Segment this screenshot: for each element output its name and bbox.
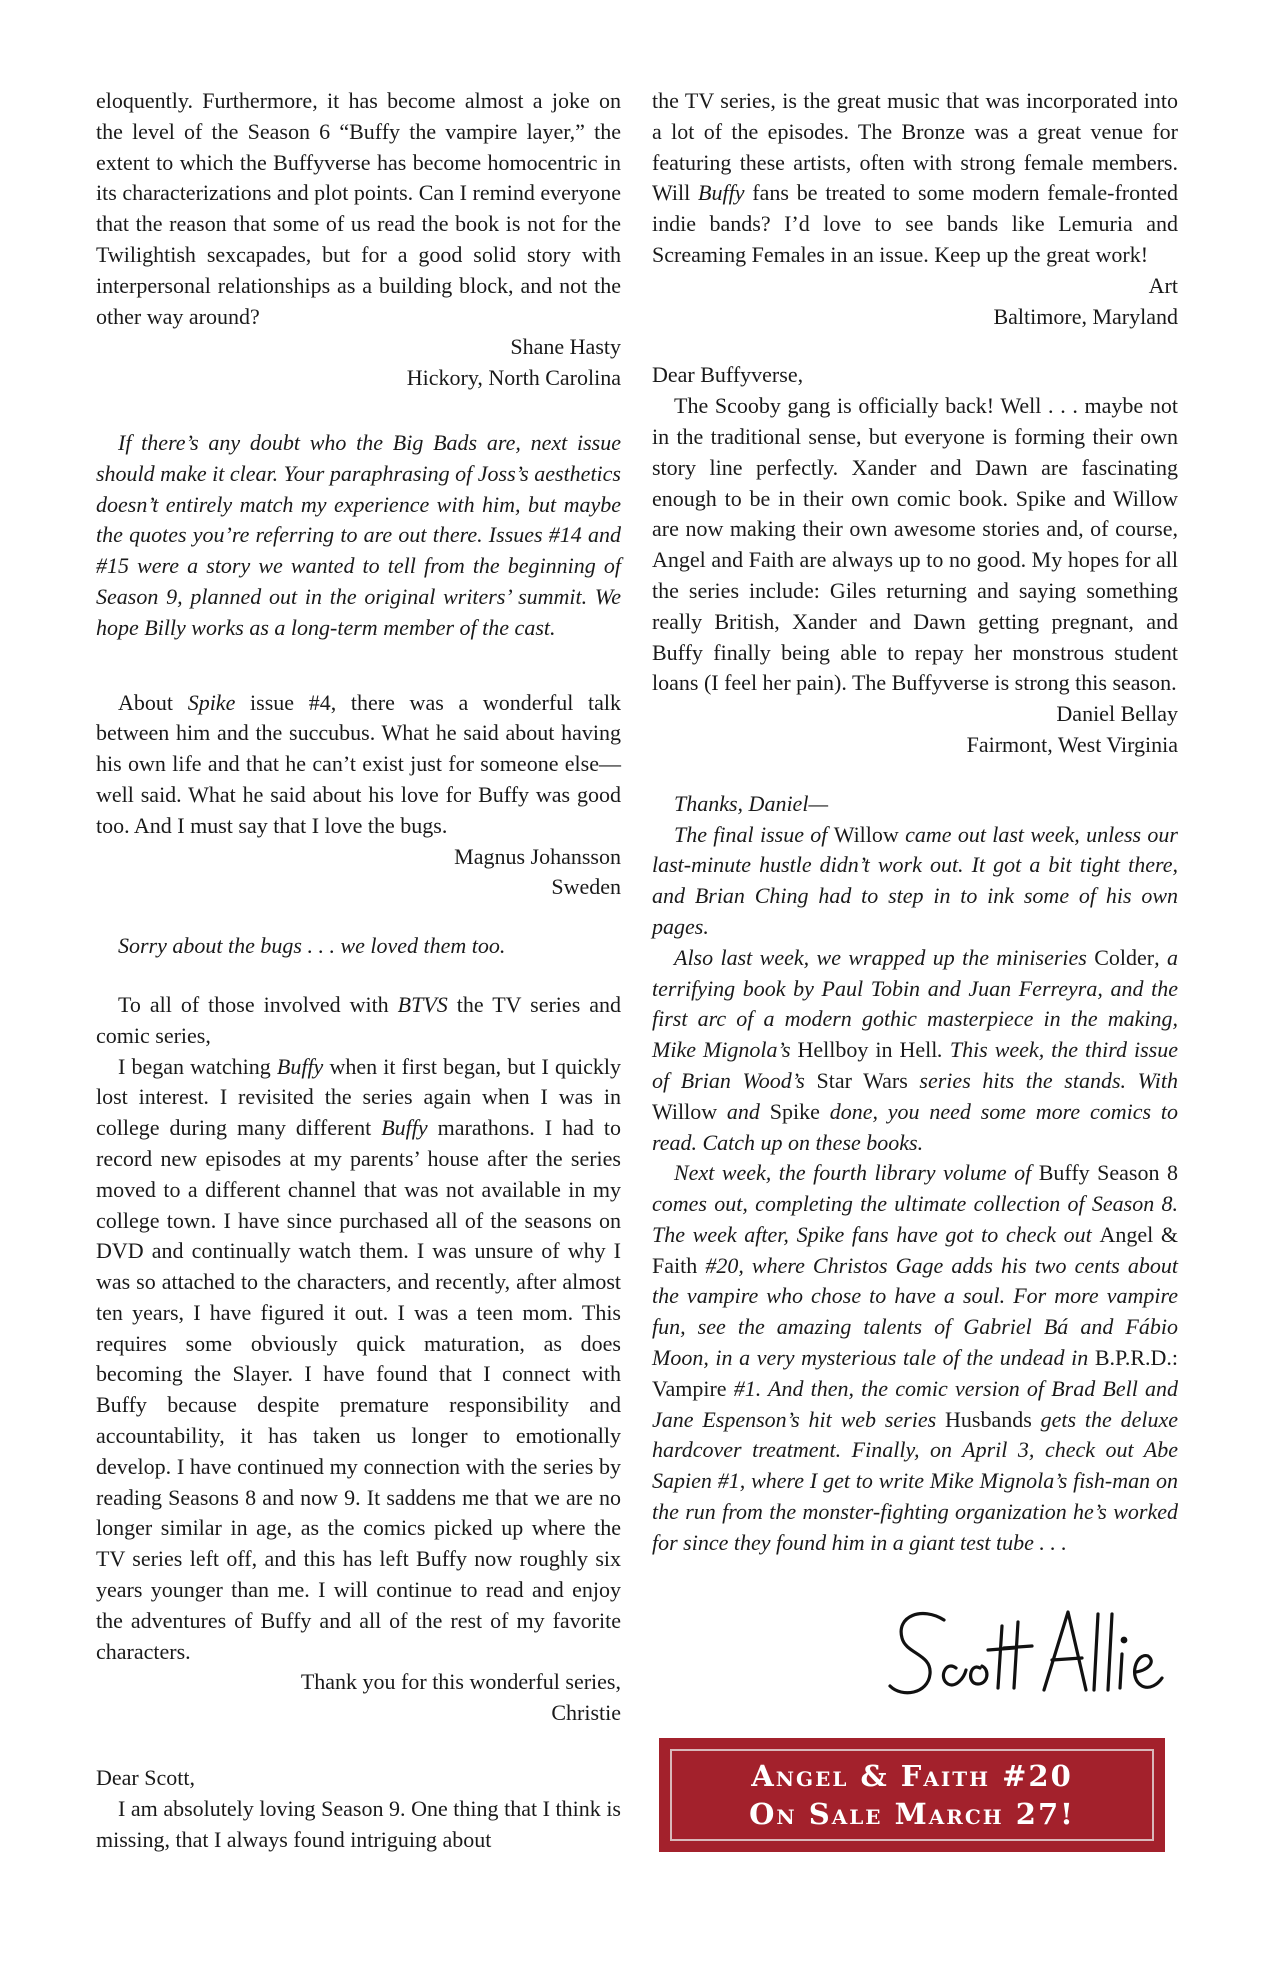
editor-reply: If there’s any doubt who the Big Bads are, next issue should make it clear. Your paraphrasing of Joss’s aesthetics doesn’t entirely match my experience with him, but maybe the quotes you’re referring to are out there. Issues #14 and #15 were a story we wanted to tell from the beginning of Season 9, planned out in the original writers’ summit. We hope Billy works as a long-term member of the cast. (96, 429, 621, 640)
letter-body: The Scooby gang is officially back! Well . . . maybe not in the traditional sense, but everyone is forming their own story line perfectly. Xander and Dawn are fascinating enough to be in their own comic book. Spike and Willow are now making their own awesome stories and, of course, Angel and Faith are always up to no good. My hopes for all the series include: Giles returning and saying something really British, Xander and Dawn getting pregnant, and Buffy finally being able to repay her monstrous student loans (I feel her pain). The Buffyverse is strong this season. (652, 393, 1178, 696)
right-column (652, 86, 1178, 1559)
letter-body: I am absolutely loving Season 9. One thing that I think is missing, that I always found intriguing about (96, 1795, 621, 1852)
editor-signature (886, 1598, 1166, 1708)
letter-body: I began watching Buffy when it first began, but I quickly lost interest. I revisited the series again when I was in college during many different Buffy marathons. I had to record new episodes at my parents’ house after the series moved to a different channel that was not available in my college town. I have since purchased all of the seasons on DVD and continually watch them. I was unsure of why I was so attached to the characters, and recently, after almost ten years, I have figured it out. I was a teen mom. This requires some obviously quick maturation, as does becoming the Slayer. I have found that I connect with Buffy because despite premature responsibility and accountability, it has taken us longer to emotionally develop. I have continued my connection with the series by reading Seasons 8 and now 9. It saddens me that we are no longer similar in age, as the comics picked up where the TV series left off, and this has left Buffy now roughly six years younger than me. I will continue to read and enjoy the adventures of Buffy and all of the rest of my favorite characters. (96, 1053, 621, 1664)
signature-place: Hickory, North Carolina (406, 365, 621, 391)
signature-line: Thank you for this wonderful series, (300, 1669, 621, 1695)
left-column (96, 86, 621, 1855)
letter-body: the TV series, is the great music that was incorporated into a lot of the episodes. The Bronze was a great venue for featuring these artists, often with strong female members. Will Buffy fans be treated to some modern female-fronted indie bands? I’d love to see bands like Lemuria and Screaming Females in an issue. Keep up the great work! (652, 88, 1178, 267)
signature-place: Fairmont, West Virginia (966, 731, 1178, 757)
signature-name: Christie (551, 1700, 621, 1726)
editor-reply: Next week, the fourth library volume of Buffy Season 8 comes out, completing the ultimate collection of Season 8. The week after, Spike fans have got to check out Angel & Faith #20, where Christos Gage adds his two cents about the vampire who chose to have a soul. For more vampire fun, see the amazing talents of Gabriel Bá and Fábio Moon, in a very mysterious tale of the undead in B.P.R.D.: Vampire #1. And then, the comic version of Brad Bell and Jane Espenson’s hit web series Husbands gets the deluxe hardcover treatment. Finally, on April 3, check out Abe Sapien #1, where I get to write Mike Mignola’s fish-man on the run from the monster-fighting organization he’s worked for since they found him in a giant test tube . . . (652, 1160, 1178, 1555)
promo-banner-title: Angel & Faith #20 (751, 1759, 1073, 1793)
letter-body: About Spike issue #4, there was a wonderful talk between him and the succubus. What he said about having his own life and that he can’t exist just for someone else—well said. What he said about his love for Buffy was good too. And I must say that I love the bugs. (96, 689, 621, 838)
signature-name: Magnus Johansson (454, 843, 621, 869)
editor-reply: Sorry about the bugs . . . we loved them too. (118, 933, 506, 959)
promo-banner-frame (670, 1749, 1154, 1841)
signature-name: Art (1148, 272, 1178, 298)
editor-reply: The final issue of Willow came out last week, unless our last-minute hustle didn’t work out. It got a bit tight there, and Brian Ching had to step in to ink some of his own pages. (652, 821, 1178, 939)
letter-salutation: To all of those involved with BTVS the TV series and comic series, (96, 991, 621, 1048)
editor-reply: Also last week, we wrapped up the miniseries Colder, a terrifying book by Paul Tobin and Juan Ferreyra, and the first arc of a modern gothic masterpiece in the making, Mike Mignola’s Hellboy in Hell. This week, the third issue of Brian Wood’s Star Wars series hits the stands. With Willow and Spike done, you need some more comics to read. Catch up on these books. (652, 944, 1179, 1155)
signature-name: Daniel Bellay (1056, 701, 1178, 727)
letter-body: eloquently. Furthermore, it has become almost a joke on the level of the Season 6 “Buffy the vampire layer,” the extent to which the Buffyverse has become homocentric in its characterizations and plot points. Can I remind everyone that the reason that some of us read the book is not for the Twilightish sexcapades, but for a good solid story with interpersonal relationships as a building block, and not the other way around? (96, 88, 621, 329)
signature-place: Sweden (551, 874, 621, 900)
handwritten-signature-icon (886, 1598, 1166, 1708)
promo-banner (656, 1735, 1168, 1855)
signature-name: Shane Hasty (510, 334, 621, 360)
promo-banner-date: On Sale March 27! (749, 1797, 1075, 1831)
title-emphasis: Spike (187, 689, 236, 715)
letter-salutation: Dear Scott, (96, 1765, 195, 1791)
editor-reply-opening: Thanks, Daniel— (674, 790, 828, 816)
title-emphasis: BTVS (397, 991, 448, 1017)
signature-place: Baltimore, Maryland (993, 303, 1178, 329)
letter-salutation: Dear Buffyverse, (652, 362, 804, 388)
